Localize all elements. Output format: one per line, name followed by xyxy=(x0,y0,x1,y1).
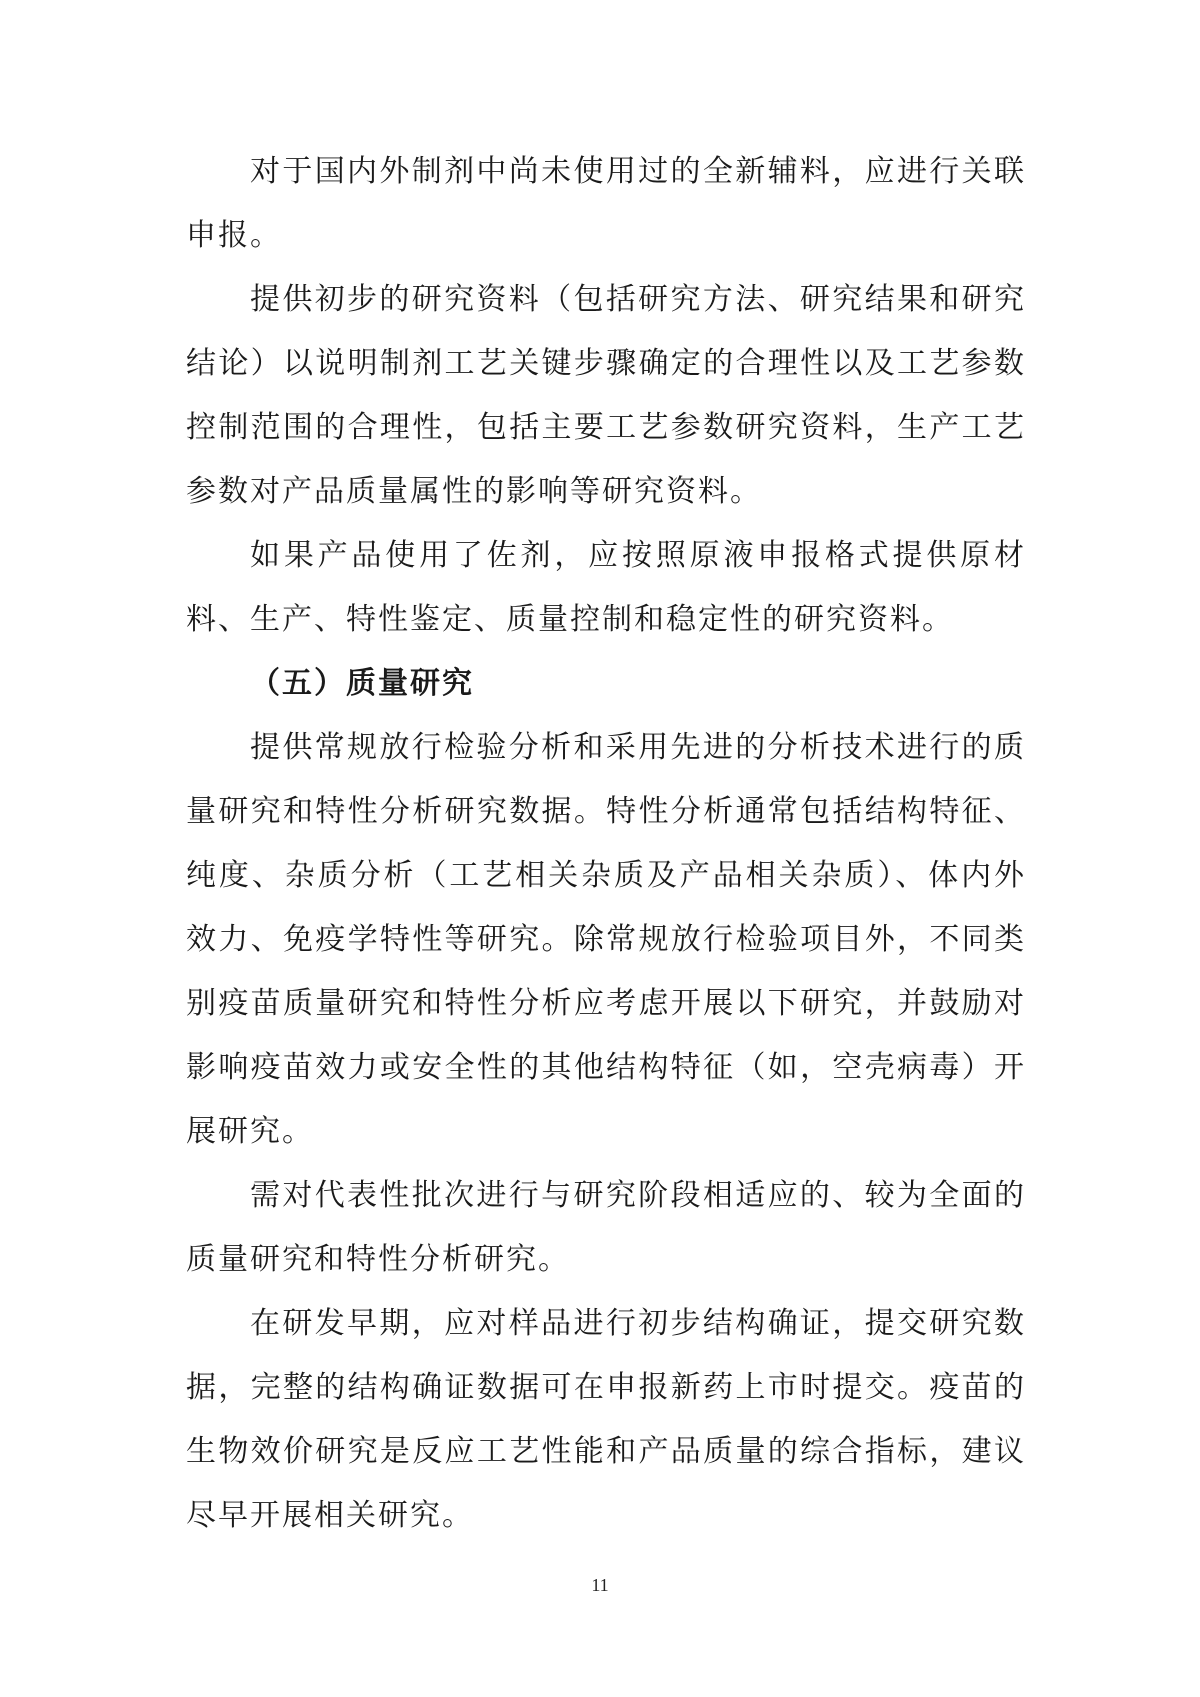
paragraph-process-study: 提供初步的研究资料（包括研究方法、研究结果和研究结论）以说明制剂工艺关键步骤确定的合理性以及工艺参数控制范围的合理性，包括主要工艺参数研究资料，生产工艺参数对产品质量属性的影响等研究资料。 xyxy=(186,282,1026,509)
document-body xyxy=(186,140,1026,1548)
paragraph-adjuvant: 如果产品使用了佐剂，应按照原液申报格式提供原材料、生产、特性鉴定、质量控制和稳定性的研究资料。 xyxy=(186,538,1026,637)
paragraph-structure-confirmation: 在研发早期，应对样品进行初步结构确证，提交研究数据，完整的结构确证数据可在申报新药上市时提交。疫苗的生物效价研究是反应工艺性能和产品质量的综合指标，建议尽早开展相关研究。 xyxy=(186,1306,1026,1533)
section-heading-quality-study: （五）质量研究 xyxy=(250,666,474,701)
paragraph-new-excipient: 对于国内外制剂中尚未使用过的全新辅料，应进行关联申报。 xyxy=(186,154,1026,253)
paragraph-quality-characterization: 提供常规放行检验分析和采用先进的分析技术进行的质量研究和特性分析研究数据。特性分析通常包括结构特征、纯度、杂质分析（工艺相关杂质及产品相关杂质）、体内外效力、免疫学特性等研究。除常规放行检验项目外，不同类别疫苗质量研究和特性分析应考虑开展以下研究，并鼓励对影响疫苗效力或安全性的其他结构特征（如，空壳病毒）开展研究。 xyxy=(186,730,1026,1149)
page-number: 11 xyxy=(591,1575,609,1595)
paragraph-representative-batches: 需对代表性批次进行与研究阶段相适应的、较为全面的质量研究和特性分析研究。 xyxy=(186,1178,1026,1277)
